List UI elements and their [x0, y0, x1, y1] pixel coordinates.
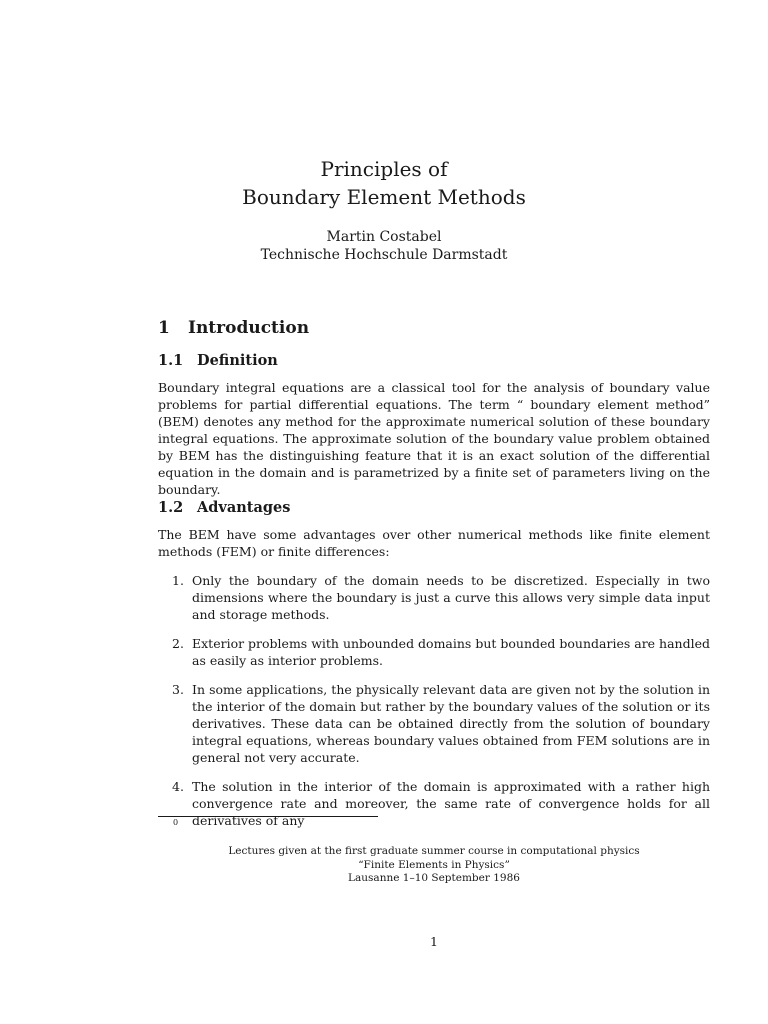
list-item [158, 681, 710, 766]
title-line-2: Boundary Element Methods [242, 185, 526, 209]
subsection-title: Advantages [197, 499, 291, 516]
list-item [158, 635, 710, 669]
paper-title [0, 155, 768, 211]
list-item-number: 1. [172, 573, 184, 588]
footnote-mark: 0 [173, 818, 179, 827]
definition-paragraph: Boundary integral equations are a classical tool for the analysis of boundary value problems for partial differential equations. The term “ boundary element method” (BEM) denotes any method for the approximate numerical solution of these boundary integral equations. The approximate solution of the boundary value problem obtained by BEM has the distinguishing feature that it is an exact solution of the differential equation in the domain and is parametrized by a finite set of parameters living on the boundary. [158, 380, 710, 497]
subsection-heading-advantages [158, 499, 290, 516]
list-item [158, 572, 710, 623]
list-item-text: Exterior problems with unbounded domains but bounded boundaries are handled as easily as interior problems. [192, 636, 710, 668]
footnote-rule [158, 816, 378, 817]
section-title: Introduction [188, 318, 310, 338]
title-line-1: Principles of [320, 157, 448, 181]
list-item-number: 3. [172, 682, 184, 697]
footnote [0, 845, 768, 886]
list-item-text: In some applications, the physically relevant data are given not by the solution in the interior of the domain but rather by the boundary values of the solution or its derivatives. These data can be obtained directly from the solution of boundary integral equations, whereas boundary values obtained from FEM solutions are in general not very accurate. [192, 682, 710, 765]
subsection-heading-definition [158, 352, 278, 369]
list-item-number: 2. [172, 636, 184, 651]
footnote-line-2: “Finite Elements in Physics” [358, 858, 510, 871]
subsection-number: 1.1 [158, 352, 184, 369]
list-item-text: The solution in the interior of the domain is approximated with a rather high convergence rate and moreover, the same rate of convergence holds for all derivatives of any [192, 779, 710, 828]
section-heading-introduction [158, 318, 309, 338]
author-block [0, 228, 768, 264]
footnote-line-3: Lausanne 1–10 September 1986 [348, 872, 520, 884]
subsection-number: 1.2 [158, 499, 184, 516]
advantages-list [158, 572, 710, 829]
subsection-title: Definition [197, 352, 278, 369]
author-name: Martin Costabel [326, 229, 442, 245]
list-item-number: 4. [172, 779, 184, 794]
advantages-intro-paragraph: The BEM have some advantages over other numerical methods like finite element methods (FEM) or finite differences: [158, 527, 710, 559]
list-item-text: Only the boundary of the domain needs to be discretized. Especially in two dimensions where the boundary is just a curve this allows very simple data input and storage methods. [192, 573, 710, 622]
list-item [158, 778, 710, 829]
footnote-line-1: Lectures given at the first graduate summer course in computational physics [228, 845, 640, 857]
page-number: 1 [430, 934, 438, 949]
author-affiliation: Technische Hochschule Darmstadt [260, 247, 508, 263]
section-number: 1 [158, 318, 170, 338]
